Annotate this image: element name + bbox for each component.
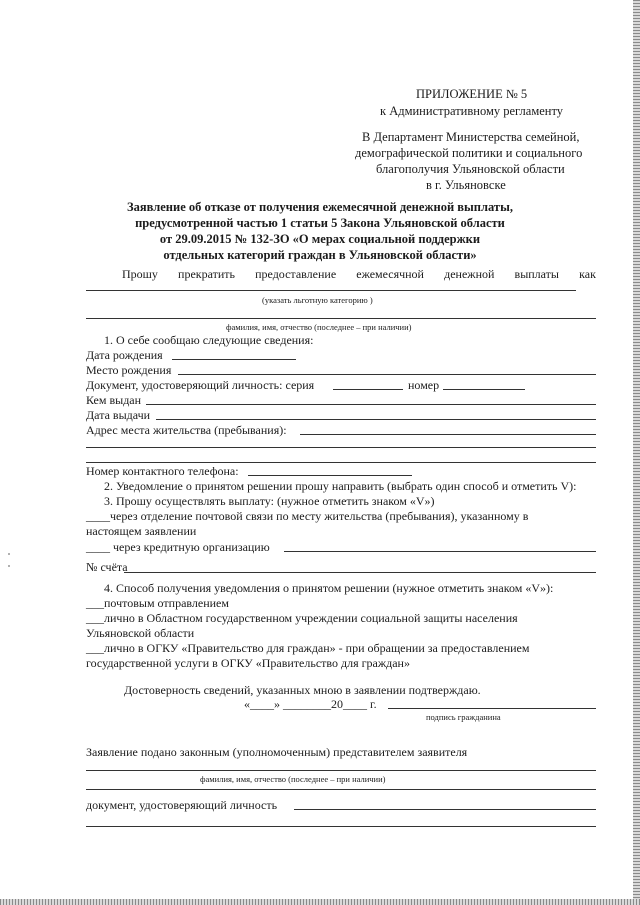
address-label: Адрес места жительства (пребывания): — [86, 423, 287, 437]
fio-field-line[interactable] — [86, 318, 596, 319]
section2-text: 2. Уведомление о принятом решении прошу направить (выбрать один способ и отметить V): — [104, 479, 577, 493]
dept-line-1: В Департамент Министерства семейной, — [362, 130, 580, 144]
section1-heading: 1. О себе сообщаю следующие сведения: — [104, 333, 314, 347]
document-number-field[interactable] — [443, 389, 525, 390]
request-word: денежной — [444, 267, 495, 281]
birth-place-field[interactable] — [178, 374, 596, 375]
issued-by-label: Кем выдан — [86, 393, 142, 407]
account-field[interactable] — [124, 572, 596, 573]
form-title-line-1: Заявление об отказе от получения ежемесячной денежной выплаты, — [127, 200, 513, 214]
representative-document-label: документ, удостоверяющий личность — [86, 798, 278, 812]
form-title-line-4: отдельных категорий граждан в Ульяновской области» — [163, 248, 477, 262]
representative-fio-field[interactable] — [86, 770, 596, 771]
request-word: Прошу — [122, 267, 158, 281]
section3-heading: 3. Прошу осуществлять выплату: (нужное отметить знаком «V») — [104, 494, 435, 508]
representative-document-field[interactable] — [294, 809, 596, 810]
representative-extra-line[interactable] — [86, 789, 596, 790]
phone-field[interactable] — [248, 475, 412, 476]
signature-hint: подпись гражданина — [426, 712, 501, 722]
issue-date-field[interactable] — [156, 419, 596, 420]
birth-place-label: Место рождения — [86, 363, 172, 377]
post-office-option-cont: настоящем заявлении — [86, 524, 197, 538]
phone-label: Номер контактного телефона: — [86, 464, 239, 478]
appendix-title: ПРИЛОЖЕНИЕ № 5 — [416, 87, 528, 101]
fio-hint: фамилия, имя, отчество (последнее – при наличии) — [226, 322, 412, 332]
regulation-ref: к Административному регламенту — [380, 104, 564, 118]
representative-fio-hint: фамилия, имя, отчество (последнее – при наличии) — [200, 774, 386, 784]
mfc-option-cont: государственной услуги в ОГКУ «Правительство для граждан» — [86, 656, 410, 670]
birth-date-field[interactable] — [172, 359, 296, 360]
category-hint: (указать льготную категорию ) — [262, 295, 373, 305]
scan-speck — [8, 565, 10, 567]
scan-edge-right — [633, 0, 640, 905]
address-field[interactable] — [300, 434, 596, 435]
social-office-option[interactable]: ___лично в Областном государственном учреждении социальной защиты населения — [86, 611, 518, 625]
credit-org-option[interactable]: ____ через кредитную организацию — [86, 540, 270, 554]
form-title-line-3: от 29.09.2015 № 132-ЗО «О мерах социальной поддержки — [159, 232, 481, 246]
address-field-line-3[interactable] — [86, 462, 596, 463]
representative-statement: Заявление подано законным (уполномоченным) представителем заявителя — [86, 745, 468, 759]
document-label: Документ, удостоверяющий личность: серия — [86, 378, 315, 392]
scan-edge-bottom — [0, 899, 640, 905]
scan-speck — [8, 553, 10, 555]
document-series-field[interactable] — [333, 389, 403, 390]
post-office-option[interactable]: ____через отделение почтовой связи по месту жительства (пребывания), указанному в — [86, 509, 529, 523]
request-line — [122, 267, 596, 281]
request-word: как — [579, 267, 596, 281]
birth-date-label: Дата рождения — [86, 348, 163, 362]
form-title-line-2: предусмотренной частью 1 статьи 5 Закона Ульяновской области — [135, 216, 505, 230]
representative-document-line-2[interactable] — [86, 826, 596, 827]
issued-by-field[interactable] — [146, 404, 596, 405]
request-word: прекратить — [178, 267, 235, 281]
number-label: номер — [408, 378, 440, 392]
address-field-line-2[interactable] — [86, 447, 596, 448]
account-label: № счёта — [86, 560, 128, 574]
credit-org-field[interactable] — [284, 551, 596, 552]
request-word: предоставление — [255, 267, 337, 281]
category-field-line[interactable] — [86, 290, 576, 291]
signature-field[interactable] — [388, 708, 596, 709]
date-line[interactable]: «____» ________20____ г. — [244, 697, 377, 711]
section4-heading: 4. Способ получения уведомления о принятом решении (нужное отметить знаком «V»): — [104, 581, 554, 595]
issue-date-label: Дата выдачи — [86, 408, 151, 422]
dept-line-4: в г. Ульяновске — [426, 178, 506, 192]
mfc-option[interactable]: ___лично в ОГКУ «Правительство для граждан» - при обращении за предоставлением — [86, 641, 530, 655]
confirmation-text: Достоверность сведений, указанных мною в заявлении подтверждаю. — [124, 683, 481, 697]
request-word: ежемесячной — [356, 267, 424, 281]
social-office-option-cont: Ульяновской области — [86, 626, 195, 640]
request-word: выплаты — [514, 267, 559, 281]
dept-line-3: благополучия Ульяновской области — [376, 162, 565, 176]
mail-option[interactable]: ___почтовым отправлением — [86, 596, 229, 610]
dept-line-2: демографической политики и социального — [355, 146, 583, 160]
